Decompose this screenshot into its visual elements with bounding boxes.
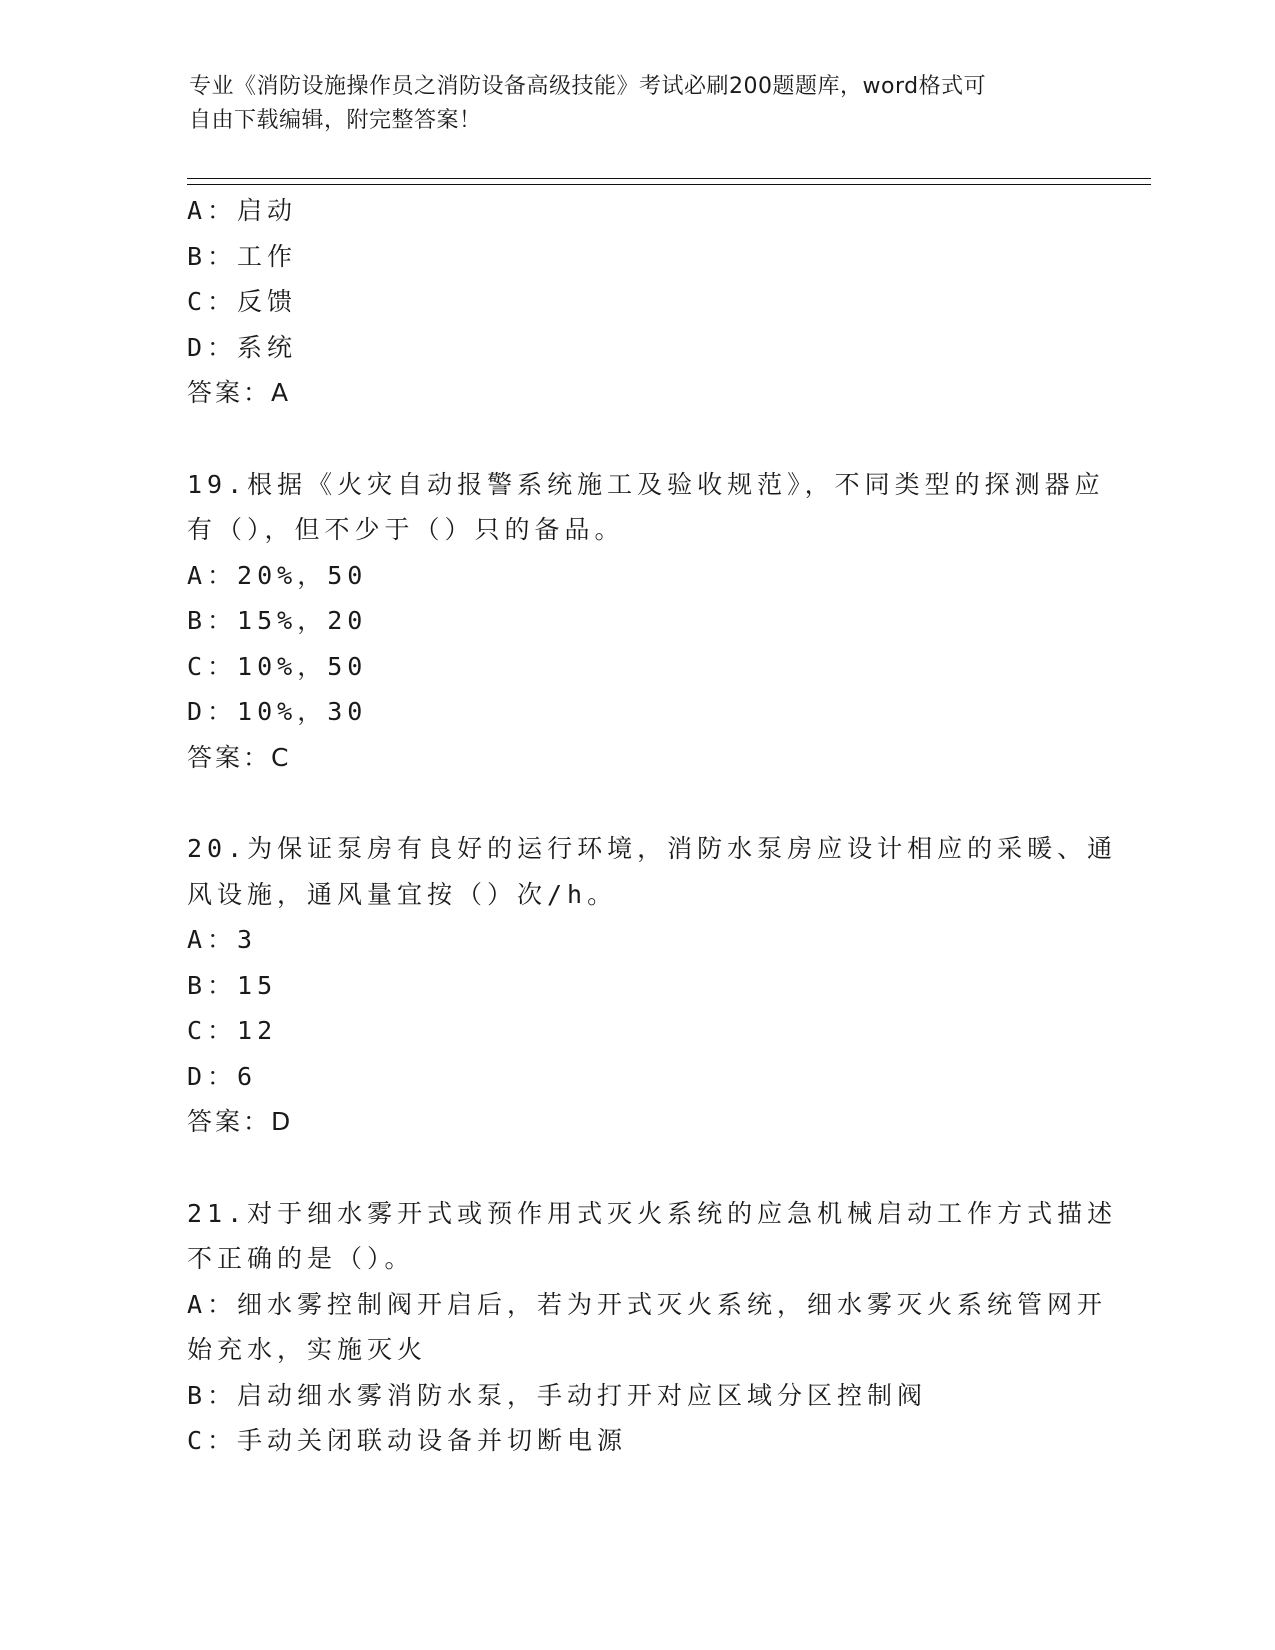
option-b: B：15 [187,970,278,1000]
option-a: A：20%，50 [187,560,368,590]
question-18-options [187,188,1087,416]
option-b: B：15%，20 [187,606,368,635]
question-text-line-1: 20.为保证泵房有良好的运行环境，消防水泵房应设计相应的采暖、通 [187,834,1118,863]
question-text-line-1: 21.对于细水雾开式或预作用式灭火系统的应急机械启动工作方式描述 [187,1198,1118,1228]
option-b: B：启动细水雾消防水泵，手动打开对应区域分区控制阀 [187,1380,928,1410]
question-text-line-2: 有（），但不少于（）只的备品。 [187,515,625,544]
option-a-line-1: A：细水雾控制阀开启后，若为开式灭火系统，细水雾灭火系统管网开 [187,1289,1108,1319]
option-b: B：工作 [187,241,298,271]
header-divider [187,178,1151,185]
question-19 [187,462,1105,781]
question-text-line-2: 风设施，通风量宜按（）次/h。 [187,879,618,909]
option-c: C：手动关闭联动设备并切断电源 [187,1426,628,1455]
answer: 答案：A [187,378,292,407]
question-text-line-1: 19.根据《火灾自动报警系统施工及验收规范》，不同类型的探测器应 [187,469,1105,499]
option-d: D：系统 [187,332,298,362]
header-line-1: 专业《消防设施操作员之消防设备高级技能》考试必刷200题题库，word格式可 [189,74,987,99]
answer: 答案：D [187,1107,294,1136]
option-c: C：反馈 [187,287,298,316]
option-d: D：10%，30 [187,697,368,726]
question-text-line-2: 不正确的是（）。 [187,1244,415,1273]
header-line-2: 自由下载编辑，附完整答案！ [189,108,482,133]
option-a-line-2: 始充水，实施灭火 [187,1335,428,1364]
option-c: C：12 [187,1016,278,1045]
question-20 [187,826,1118,1145]
question-21 [187,1191,1118,1464]
spacer [187,1145,1087,1191]
question-content [187,188,1118,1464]
option-a: A：3 [187,925,258,954]
option-a: A：启动 [187,196,298,225]
spacer [187,416,1087,462]
page-header [189,70,1089,138]
option-c: C：10%，50 [187,651,368,681]
answer: 答案：C [187,742,292,772]
spacer [187,780,1087,826]
option-d: D：6 [187,1061,258,1091]
